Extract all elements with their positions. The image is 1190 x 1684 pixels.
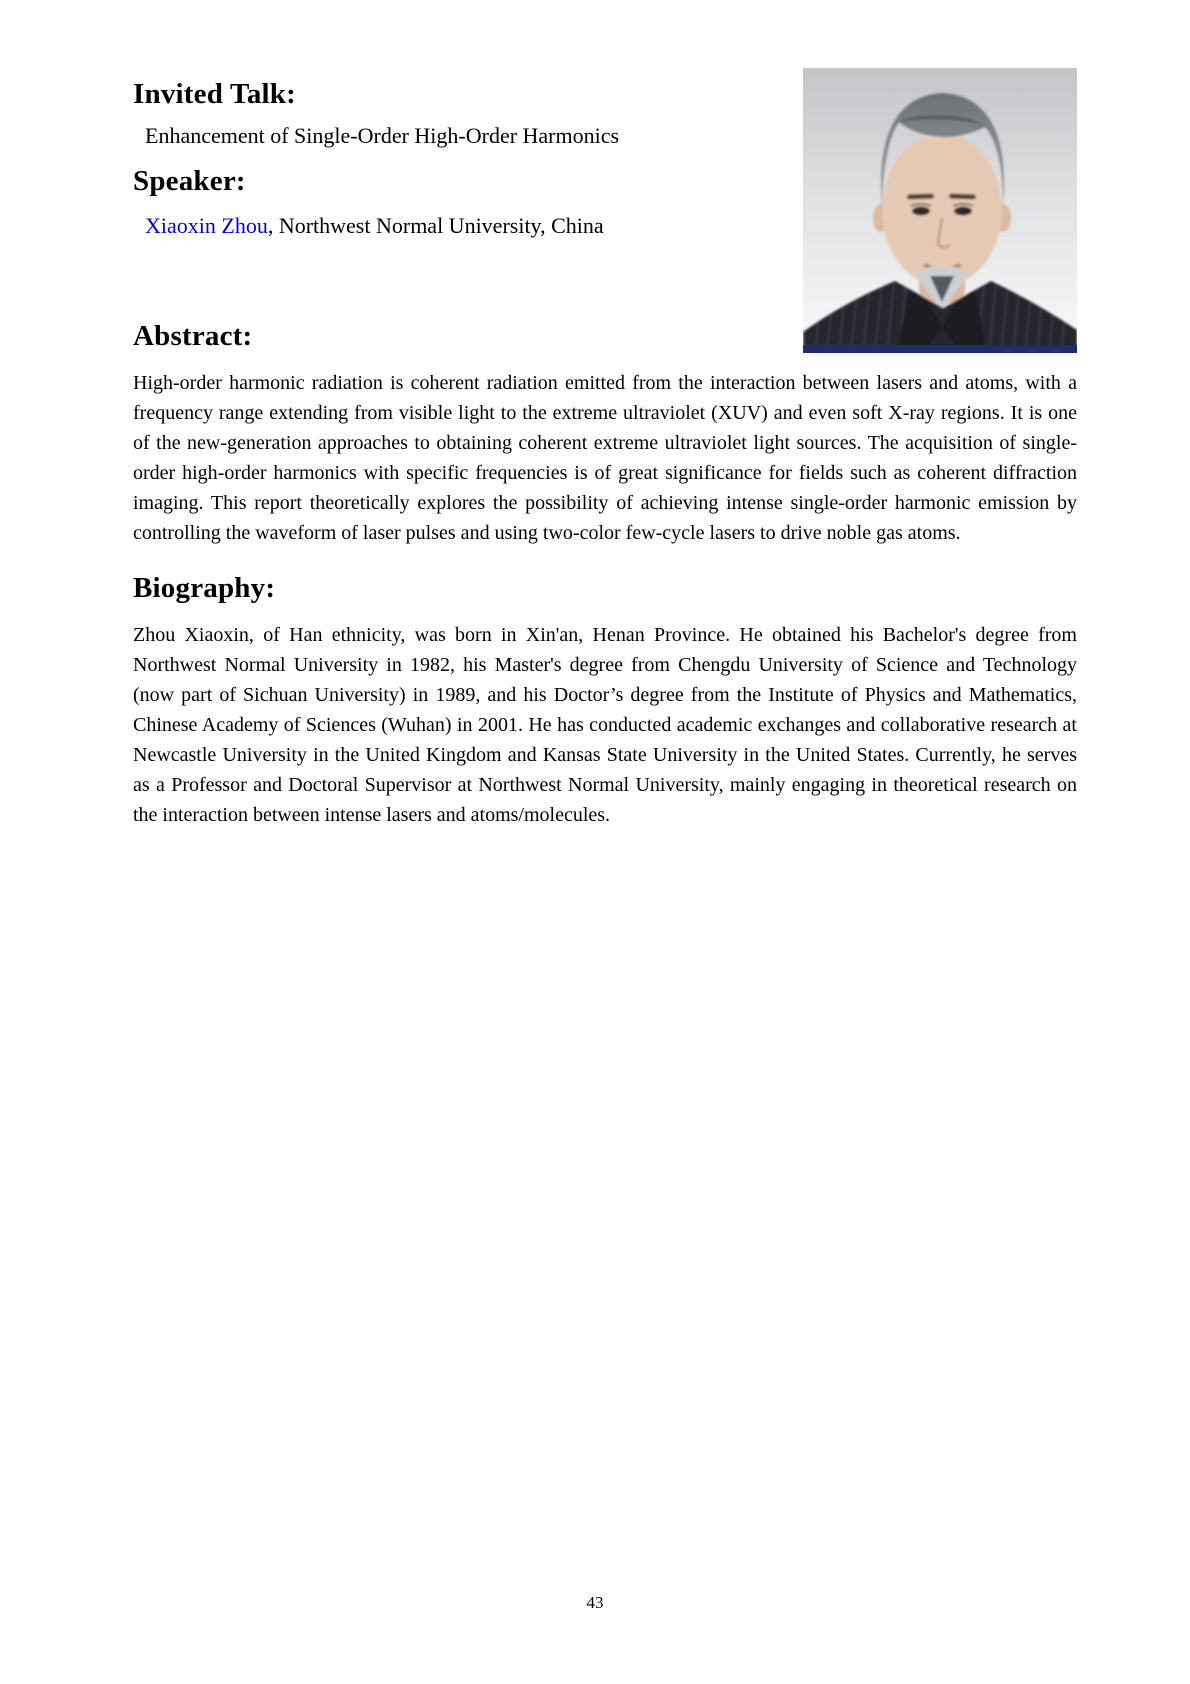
page-footer [0, 1592, 1190, 1614]
text-column [133, 0, 1077, 830]
speaker-affiliation: , Northwest Normal University, China [267, 213, 604, 238]
invited-talk-heading: Invited Talk: [133, 78, 296, 110]
abstract-text: High-order harmonic radiation is coherent radiation emitted from the interaction between lasers and atoms, with a frequency range extending from visible light to the extreme ultraviolet (XUV) and even soft X-ray regions. It is one of the new-generation approaches to obtaining coherent extreme ultraviolet light sources. The acquisition of single-order high-order harmonics with specific frequencies is of great significance for fields such as coherent diffraction imaging. This report theoretically explores the possibility of achieving intense single-order harmonic emission by controlling the waveform of laser pulses and using two-color few-cycle lasers to drive noble gas atoms. [133, 372, 1077, 544]
biography-text: Zhou Xiaoxin, of Han ethnicity, was born in Xin'an, Henan Province. He obtained his Bachelor's degree from Northwest Normal University in 1982, his Master's degree from Chengdu University of Science and Technology (now part of Sichuan University) in 1989, and his Doctor’s degree from the Institute of Physics and Mathematics, Chinese Academy of Sciences (Wuhan) in 2001. He has conducted academic exchanges and collaborative research at Newcastle University in the United Kingdom and Kansas State University in the United States. Currently, he serves as a Professor and Doctoral Supervisor at Northwest Normal University, mainly engaging in theoretical research on the interaction between intense lasers and atoms/molecules. [133, 624, 1077, 826]
biography-heading: Biography: [133, 572, 276, 604]
speaker-heading: Speaker: [133, 165, 246, 197]
speaker-name-link[interactable]: Xiaoxin Zhou [145, 213, 268, 238]
speaker-line [133, 211, 1077, 241]
talk-title: Enhancement of Single-Order High-Order Harmonics [145, 123, 620, 148]
abstract-heading: Abstract: [133, 320, 253, 352]
page-number: 43 [586, 1593, 604, 1612]
